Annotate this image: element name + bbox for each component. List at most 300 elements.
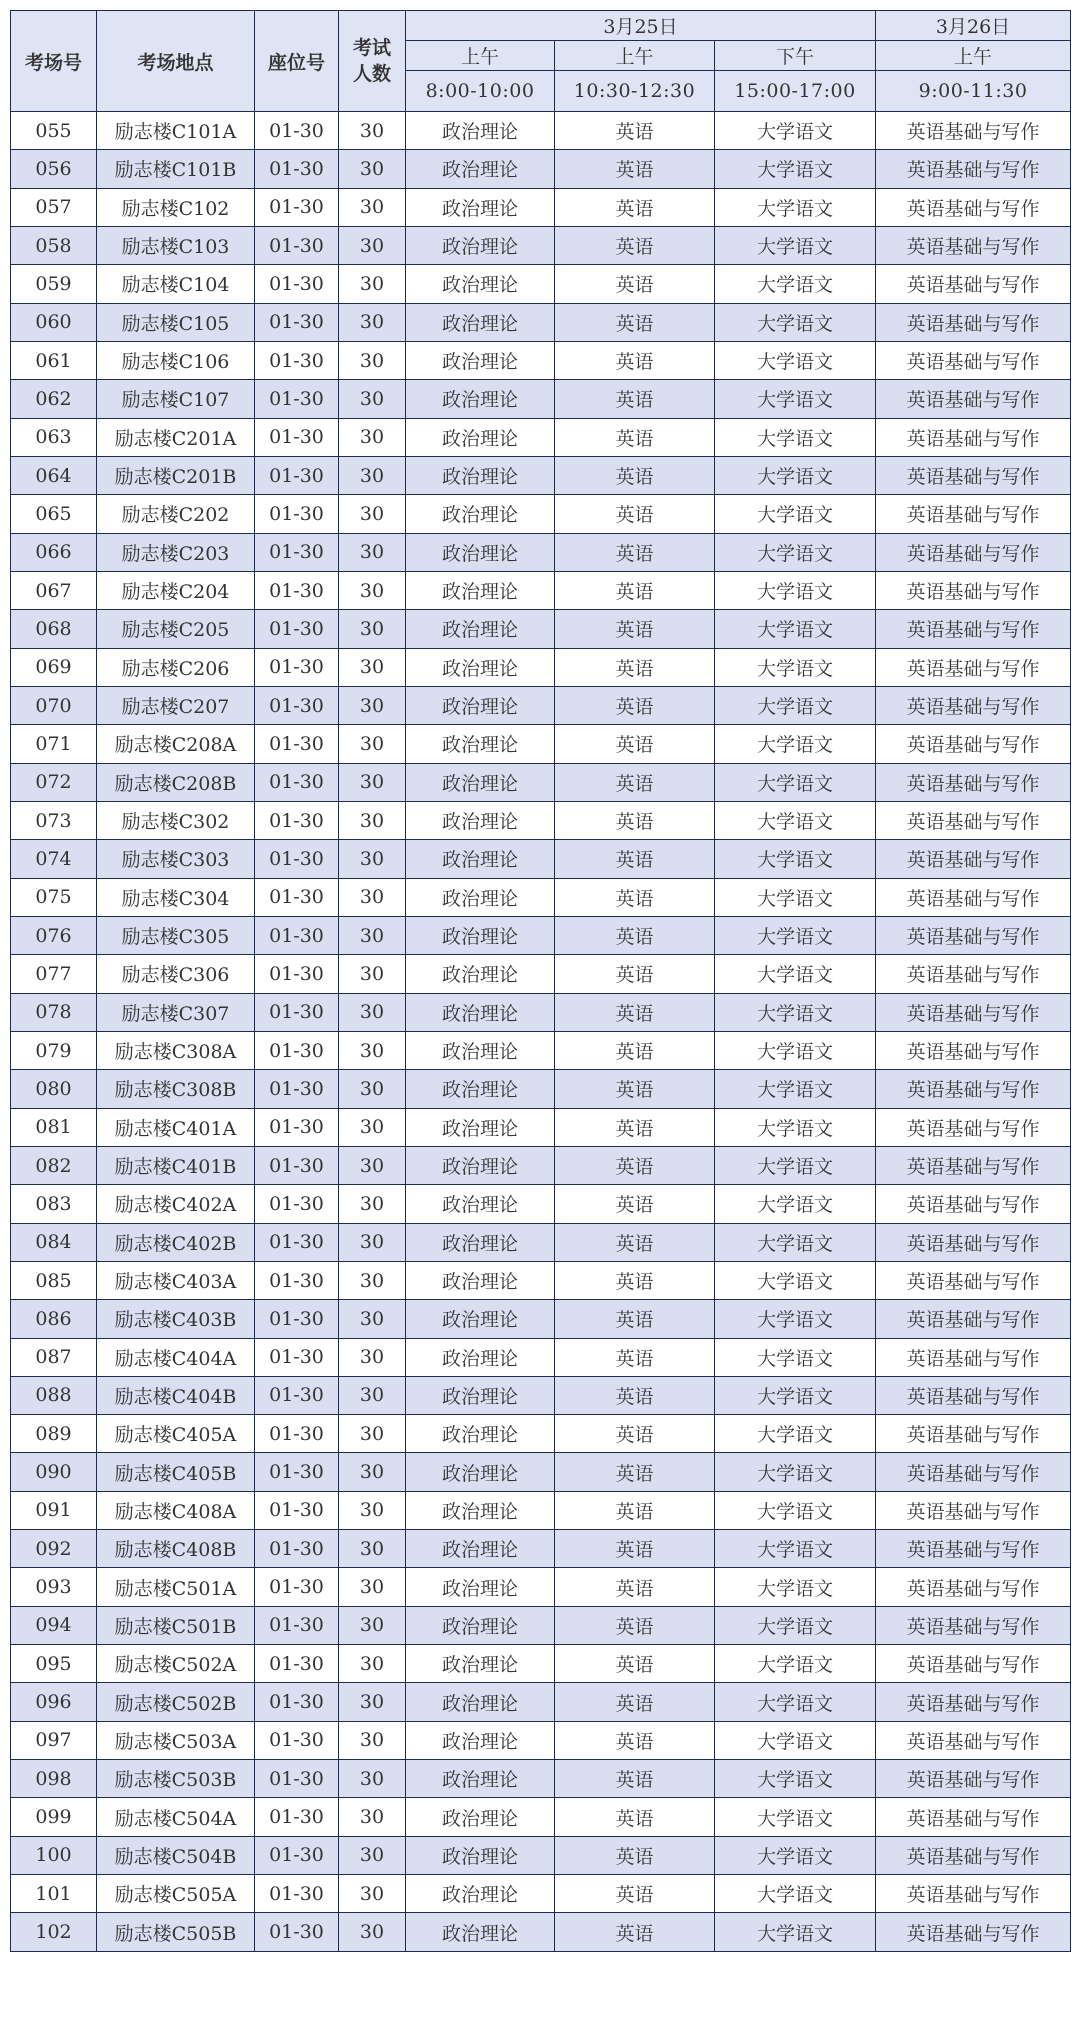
table-row	[11, 303, 1071, 341]
subject-cell-0325-pm: 大学语文	[715, 1415, 876, 1453]
seat-range-cell: 01-30	[255, 1415, 339, 1453]
subject-cell-0325-pm: 大学语文	[715, 1146, 876, 1184]
table-row	[11, 1031, 1071, 1069]
subject-cell-0325-pm: 大学语文	[715, 648, 876, 686]
seat-range-cell: 01-30	[255, 1645, 339, 1683]
subject-cell-0325-pm: 大学语文	[715, 1798, 876, 1836]
table-row	[11, 801, 1071, 839]
room-no-cell: 097	[11, 1721, 97, 1759]
seat-range-cell: 01-30	[255, 1031, 339, 1069]
subject-cell-0325-am2: 英语	[555, 418, 715, 456]
seat-range-cell: 01-30	[255, 380, 339, 418]
count-cell: 30	[339, 686, 406, 724]
table-row	[11, 1875, 1071, 1913]
subject-cell-0325-am2: 英语	[555, 801, 715, 839]
subject-cell-0325-am1: 政治理论	[406, 1721, 555, 1759]
subject-cell-0326-am: 英语基础与写作	[876, 1376, 1071, 1414]
seat-range-cell: 01-30	[255, 993, 339, 1031]
subject-cell-0325-am1: 政治理论	[406, 1606, 555, 1644]
subject-cell-0326-am: 英语基础与写作	[876, 1721, 1071, 1759]
seat-range-cell: 01-30	[255, 955, 339, 993]
subject-cell-0325-am1: 政治理论	[406, 380, 555, 418]
subject-cell-0325-am2: 英语	[555, 533, 715, 571]
subject-cell-0325-am2: 英语	[555, 1491, 715, 1529]
subject-cell-0326-am: 英语基础与写作	[876, 610, 1071, 648]
subject-cell-0325-pm: 大学语文	[715, 1568, 876, 1606]
subject-cell-0325-am1: 政治理论	[406, 1223, 555, 1261]
table-row	[11, 1721, 1071, 1759]
count-cell: 30	[339, 1070, 406, 1108]
subject-cell-0326-am: 英语基础与写作	[876, 1070, 1071, 1108]
subject-cell-0325-pm: 大学语文	[715, 226, 876, 264]
subject-cell-0326-am: 英语基础与写作	[876, 303, 1071, 341]
location-cell: 励志楼C203	[97, 533, 255, 571]
room-no-cell: 071	[11, 725, 97, 763]
table-row	[11, 1338, 1071, 1376]
subject-cell-0326-am: 英语基础与写作	[876, 725, 1071, 763]
subject-cell-0325-am2: 英语	[555, 610, 715, 648]
count-cell: 30	[339, 1606, 406, 1644]
subject-cell-0325-am1: 政治理论	[406, 1491, 555, 1529]
table-row	[11, 1300, 1071, 1338]
count-cell: 30	[339, 1300, 406, 1338]
subject-cell-0326-am: 英语基础与写作	[876, 265, 1071, 303]
seat-range-cell: 01-30	[255, 150, 339, 188]
subject-cell-0325-am1: 政治理论	[406, 801, 555, 839]
table-row	[11, 1683, 1071, 1721]
subject-cell-0325-am1: 政治理论	[406, 1108, 555, 1146]
subject-cell-0325-am1: 政治理论	[406, 840, 555, 878]
location-cell: 励志楼C403B	[97, 1300, 255, 1338]
location-cell: 励志楼C201A	[97, 418, 255, 456]
location-cell: 励志楼C202	[97, 495, 255, 533]
seat-range-cell: 01-30	[255, 1530, 339, 1568]
table-row	[11, 878, 1071, 916]
location-cell: 励志楼C107	[97, 380, 255, 418]
subject-cell-0325-am2: 英语	[555, 1261, 715, 1299]
header-date-a: 3月25日	[406, 11, 876, 41]
room-no-cell: 070	[11, 686, 97, 724]
subject-cell-0325-am2: 英语	[555, 1070, 715, 1108]
count-cell: 30	[339, 878, 406, 916]
seat-range-cell: 01-30	[255, 1185, 339, 1223]
seat-range-cell: 01-30	[255, 1913, 339, 1951]
room-no-cell: 056	[11, 150, 97, 188]
subject-cell-0325-am1: 政治理论	[406, 648, 555, 686]
location-cell: 励志楼C503A	[97, 1721, 255, 1759]
table-row	[11, 1645, 1071, 1683]
location-cell: 励志楼C503B	[97, 1760, 255, 1798]
subject-cell-0326-am: 英语基础与写作	[876, 648, 1071, 686]
location-cell: 励志楼C101A	[97, 112, 255, 150]
subject-cell-0325-am2: 英语	[555, 495, 715, 533]
table-body	[11, 112, 1071, 1952]
room-no-cell: 061	[11, 341, 97, 379]
subject-cell-0325-am2: 英语	[555, 150, 715, 188]
count-cell: 30	[339, 648, 406, 686]
count-cell: 30	[339, 955, 406, 993]
header-time-1: 8:00-10:00	[406, 71, 555, 112]
table-row	[11, 1606, 1071, 1644]
subject-cell-0325-am2: 英语	[555, 380, 715, 418]
subject-cell-0325-pm: 大学语文	[715, 1721, 876, 1759]
subject-cell-0325-pm: 大学语文	[715, 418, 876, 456]
seat-range-cell: 01-30	[255, 1760, 339, 1798]
table-row	[11, 341, 1071, 379]
location-cell: 励志楼C501B	[97, 1606, 255, 1644]
location-cell: 励志楼C405B	[97, 1453, 255, 1491]
subject-cell-0325-pm: 大学语文	[715, 150, 876, 188]
header-time-3: 15:00-17:00	[715, 71, 876, 112]
count-cell: 30	[339, 1108, 406, 1146]
location-cell: 励志楼C404A	[97, 1338, 255, 1376]
location-cell: 励志楼C308A	[97, 1031, 255, 1069]
exam-schedule-sheet	[10, 10, 1070, 1952]
table-row	[11, 533, 1071, 571]
subject-cell-0325-am2: 英语	[555, 1760, 715, 1798]
subject-cell-0325-pm: 大学语文	[715, 495, 876, 533]
seat-range-cell: 01-30	[255, 456, 339, 494]
subject-cell-0326-am: 英语基础与写作	[876, 1146, 1071, 1184]
subject-cell-0325-am2: 英语	[555, 763, 715, 801]
subject-cell-0325-pm: 大学语文	[715, 1108, 876, 1146]
subject-cell-0325-am2: 英语	[555, 955, 715, 993]
subject-cell-0326-am: 英语基础与写作	[876, 1491, 1071, 1529]
table-row	[11, 1760, 1071, 1798]
location-cell: 励志楼C408A	[97, 1491, 255, 1529]
room-no-cell: 096	[11, 1683, 97, 1721]
count-cell: 30	[339, 112, 406, 150]
seat-range-cell: 01-30	[255, 1338, 339, 1376]
count-cell: 30	[339, 150, 406, 188]
table-row	[11, 993, 1071, 1031]
seat-range-cell: 01-30	[255, 112, 339, 150]
subject-cell-0325-pm: 大学语文	[715, 763, 876, 801]
table-row	[11, 840, 1071, 878]
table-row	[11, 1146, 1071, 1184]
count-cell: 30	[339, 533, 406, 571]
subject-cell-0326-am: 英语基础与写作	[876, 878, 1071, 916]
count-cell: 30	[339, 993, 406, 1031]
seat-range-cell: 01-30	[255, 763, 339, 801]
subject-cell-0325-am1: 政治理论	[406, 610, 555, 648]
subject-cell-0325-pm: 大学语文	[715, 1223, 876, 1261]
seat-range-cell: 01-30	[255, 610, 339, 648]
location-cell: 励志楼C205	[97, 610, 255, 648]
subject-cell-0325-am1: 政治理论	[406, 226, 555, 264]
location-cell: 励志楼C103	[97, 226, 255, 264]
count-cell: 30	[339, 840, 406, 878]
table-row	[11, 1530, 1071, 1568]
subject-cell-0325-am2: 英语	[555, 1530, 715, 1568]
subject-cell-0325-am2: 英语	[555, 1606, 715, 1644]
subject-cell-0326-am: 英语基础与写作	[876, 1606, 1071, 1644]
subject-cell-0325-am2: 英语	[555, 1376, 715, 1414]
subject-cell-0326-am: 英语基础与写作	[876, 840, 1071, 878]
subject-cell-0326-am: 英语基础与写作	[876, 188, 1071, 226]
subject-cell-0325-am1: 政治理论	[406, 1875, 555, 1913]
room-no-cell: 069	[11, 648, 97, 686]
table-row	[11, 456, 1071, 494]
location-cell: 励志楼C402A	[97, 1185, 255, 1223]
room-no-cell: 089	[11, 1415, 97, 1453]
room-no-cell: 088	[11, 1376, 97, 1414]
subject-cell-0326-am: 英语基础与写作	[876, 993, 1071, 1031]
location-cell: 励志楼C206	[97, 648, 255, 686]
subject-cell-0325-am2: 英语	[555, 686, 715, 724]
table-row	[11, 1185, 1071, 1223]
subject-cell-0325-am2: 英语	[555, 1568, 715, 1606]
subject-cell-0325-am1: 政治理论	[406, 916, 555, 954]
subject-cell-0325-am1: 政治理论	[406, 418, 555, 456]
table-row	[11, 571, 1071, 609]
subject-cell-0326-am: 英语基础与写作	[876, 763, 1071, 801]
subject-cell-0325-am2: 英语	[555, 725, 715, 763]
header-date-b: 3月26日	[876, 11, 1071, 41]
subject-cell-0325-am1: 政治理论	[406, 303, 555, 341]
room-no-cell: 072	[11, 763, 97, 801]
table-row	[11, 1913, 1071, 1951]
room-no-cell: 092	[11, 1530, 97, 1568]
room-no-cell: 057	[11, 188, 97, 226]
table-row	[11, 150, 1071, 188]
table-row	[11, 112, 1071, 150]
subject-cell-0326-am: 英语基础与写作	[876, 1261, 1071, 1299]
subject-cell-0325-am2: 英语	[555, 1798, 715, 1836]
table-row	[11, 1491, 1071, 1529]
room-no-cell: 080	[11, 1070, 97, 1108]
count-cell: 30	[339, 1568, 406, 1606]
subject-cell-0325-am2: 英语	[555, 1185, 715, 1223]
subject-cell-0325-pm: 大学语文	[715, 840, 876, 878]
subject-cell-0325-am2: 英语	[555, 878, 715, 916]
location-cell: 励志楼C201B	[97, 456, 255, 494]
subject-cell-0325-pm: 大学语文	[715, 341, 876, 379]
subject-cell-0325-am1: 政治理论	[406, 1530, 555, 1568]
subject-cell-0326-am: 英语基础与写作	[876, 686, 1071, 724]
room-no-cell: 063	[11, 418, 97, 456]
table-row	[11, 725, 1071, 763]
room-no-cell: 075	[11, 878, 97, 916]
location-cell: 励志楼C408B	[97, 1530, 255, 1568]
count-cell: 30	[339, 801, 406, 839]
location-cell: 励志楼C105	[97, 303, 255, 341]
location-cell: 励志楼C106	[97, 341, 255, 379]
table-row	[11, 1453, 1071, 1491]
subject-cell-0326-am: 英语基础与写作	[876, 150, 1071, 188]
room-no-cell: 082	[11, 1146, 97, 1184]
subject-cell-0326-am: 英语基础与写作	[876, 1223, 1071, 1261]
subject-cell-0325-am2: 英语	[555, 112, 715, 150]
location-cell: 励志楼C307	[97, 993, 255, 1031]
subject-cell-0325-am2: 英语	[555, 456, 715, 494]
subject-cell-0325-am1: 政治理论	[406, 725, 555, 763]
location-cell: 励志楼C401B	[97, 1146, 255, 1184]
subject-cell-0325-pm: 大学语文	[715, 1185, 876, 1223]
count-cell: 30	[339, 1721, 406, 1759]
subject-cell-0325-pm: 大学语文	[715, 993, 876, 1031]
subject-cell-0325-pm: 大学语文	[715, 456, 876, 494]
count-cell: 30	[339, 916, 406, 954]
subject-cell-0325-pm: 大学语文	[715, 1645, 876, 1683]
subject-cell-0325-am1: 政治理论	[406, 1645, 555, 1683]
count-cell: 30	[339, 1913, 406, 1951]
subject-cell-0326-am: 英语基础与写作	[876, 1530, 1071, 1568]
subject-cell-0325-pm: 大学语文	[715, 1376, 876, 1414]
location-cell: 励志楼C402B	[97, 1223, 255, 1261]
table-row	[11, 916, 1071, 954]
subject-cell-0325-pm: 大学语文	[715, 571, 876, 609]
subject-cell-0325-am1: 政治理论	[406, 533, 555, 571]
room-no-cell: 060	[11, 303, 97, 341]
subject-cell-0325-am2: 英语	[555, 341, 715, 379]
seat-range-cell: 01-30	[255, 226, 339, 264]
subject-cell-0325-am2: 英语	[555, 1031, 715, 1069]
subject-cell-0325-am1: 政治理论	[406, 1760, 555, 1798]
count-cell: 30	[339, 763, 406, 801]
location-cell: 励志楼C404B	[97, 1376, 255, 1414]
subject-cell-0325-am2: 英语	[555, 265, 715, 303]
subject-cell-0325-am1: 政治理论	[406, 188, 555, 226]
subject-cell-0325-pm: 大学语文	[715, 1338, 876, 1376]
seat-range-cell: 01-30	[255, 1491, 339, 1529]
room-no-cell: 101	[11, 1875, 97, 1913]
subject-cell-0326-am: 英语基础与写作	[876, 916, 1071, 954]
header-count-label: 考试人数	[352, 37, 391, 85]
room-no-cell: 062	[11, 380, 97, 418]
count-cell: 30	[339, 725, 406, 763]
count-cell: 30	[339, 1261, 406, 1299]
subject-cell-0325-am1: 政治理论	[406, 686, 555, 724]
subject-cell-0325-am2: 英语	[555, 188, 715, 226]
subject-cell-0325-am2: 英语	[555, 993, 715, 1031]
subject-cell-0325-am1: 政治理论	[406, 763, 555, 801]
subject-cell-0325-pm: 大学语文	[715, 916, 876, 954]
subject-cell-0325-am2: 英语	[555, 1338, 715, 1376]
table-row	[11, 610, 1071, 648]
room-no-cell: 068	[11, 610, 97, 648]
header-session-4: 上午	[876, 41, 1071, 71]
subject-cell-0325-am1: 政治理论	[406, 1453, 555, 1491]
seat-range-cell: 01-30	[255, 1300, 339, 1338]
room-no-cell: 078	[11, 993, 97, 1031]
count-cell: 30	[339, 1530, 406, 1568]
subject-cell-0325-pm: 大学语文	[715, 1875, 876, 1913]
location-cell: 励志楼C101B	[97, 150, 255, 188]
seat-range-cell: 01-30	[255, 878, 339, 916]
count-cell: 30	[339, 1223, 406, 1261]
count-cell: 30	[339, 495, 406, 533]
table-row	[11, 1070, 1071, 1108]
seat-range-cell: 01-30	[255, 303, 339, 341]
subject-cell-0326-am: 英语基础与写作	[876, 112, 1071, 150]
subject-cell-0325-am1: 政治理论	[406, 1415, 555, 1453]
location-cell: 励志楼C305	[97, 916, 255, 954]
room-no-cell: 065	[11, 495, 97, 533]
count-cell: 30	[339, 1798, 406, 1836]
count-cell: 30	[339, 380, 406, 418]
subject-cell-0325-pm: 大学语文	[715, 1453, 876, 1491]
subject-cell-0325-am1: 政治理论	[406, 1913, 555, 1951]
subject-cell-0325-am2: 英语	[555, 1683, 715, 1721]
seat-range-cell: 01-30	[255, 188, 339, 226]
room-no-cell: 090	[11, 1453, 97, 1491]
table-row	[11, 1261, 1071, 1299]
subject-cell-0325-am2: 英语	[555, 1836, 715, 1874]
subject-cell-0325-pm: 大学语文	[715, 1913, 876, 1951]
header-session-2: 上午	[555, 41, 715, 71]
count-cell: 30	[339, 1146, 406, 1184]
seat-range-cell: 01-30	[255, 1376, 339, 1414]
subject-cell-0325-am2: 英语	[555, 1108, 715, 1146]
subject-cell-0325-pm: 大学语文	[715, 1760, 876, 1798]
room-no-cell: 059	[11, 265, 97, 303]
seat-range-cell: 01-30	[255, 648, 339, 686]
count-cell: 30	[339, 1185, 406, 1223]
subject-cell-0325-pm: 大学语文	[715, 1530, 876, 1568]
subject-cell-0325-pm: 大学语文	[715, 1031, 876, 1069]
subject-cell-0325-am2: 英语	[555, 1875, 715, 1913]
seat-range-cell: 01-30	[255, 1875, 339, 1913]
subject-cell-0325-am1: 政治理论	[406, 1568, 555, 1606]
seat-range-cell: 01-30	[255, 495, 339, 533]
subject-cell-0326-am: 英语基础与写作	[876, 1683, 1071, 1721]
room-no-cell: 066	[11, 533, 97, 571]
header-session-1: 上午	[406, 41, 555, 71]
subject-cell-0326-am: 英语基础与写作	[876, 1108, 1071, 1146]
seat-range-cell: 01-30	[255, 1453, 339, 1491]
seat-range-cell: 01-30	[255, 265, 339, 303]
seat-range-cell: 01-30	[255, 725, 339, 763]
count-cell: 30	[339, 226, 406, 264]
subject-cell-0325-am2: 英语	[555, 840, 715, 878]
room-no-cell: 064	[11, 456, 97, 494]
count-cell: 30	[339, 1836, 406, 1874]
room-no-cell: 077	[11, 955, 97, 993]
subject-cell-0326-am: 英语基础与写作	[876, 1300, 1071, 1338]
subject-cell-0326-am: 英语基础与写作	[876, 1836, 1071, 1874]
count-cell: 30	[339, 1415, 406, 1453]
subject-cell-0326-am: 英语基础与写作	[876, 533, 1071, 571]
location-cell: 励志楼C104	[97, 265, 255, 303]
room-no-cell: 079	[11, 1031, 97, 1069]
seat-range-cell: 01-30	[255, 418, 339, 456]
subject-cell-0325-am1: 政治理论	[406, 1338, 555, 1376]
table-row	[11, 380, 1071, 418]
subject-cell-0326-am: 英语基础与写作	[876, 418, 1071, 456]
location-cell: 励志楼C505B	[97, 1913, 255, 1951]
count-cell: 30	[339, 610, 406, 648]
seat-range-cell: 01-30	[255, 1721, 339, 1759]
subject-cell-0326-am: 英语基础与写作	[876, 955, 1071, 993]
subject-cell-0325-am1: 政治理论	[406, 150, 555, 188]
subject-cell-0325-pm: 大学语文	[715, 303, 876, 341]
room-no-cell: 058	[11, 226, 97, 264]
subject-cell-0325-am1: 政治理论	[406, 1683, 555, 1721]
subject-cell-0325-am2: 英语	[555, 1721, 715, 1759]
room-no-cell: 099	[11, 1798, 97, 1836]
seat-range-cell: 01-30	[255, 916, 339, 954]
table-row	[11, 1798, 1071, 1836]
subject-cell-0325-pm: 大学语文	[715, 112, 876, 150]
location-cell: 励志楼C504A	[97, 1798, 255, 1836]
seat-range-cell: 01-30	[255, 840, 339, 878]
location-cell: 励志楼C302	[97, 801, 255, 839]
table-row	[11, 648, 1071, 686]
subject-cell-0325-am1: 政治理论	[406, 993, 555, 1031]
subject-cell-0325-am2: 英语	[555, 648, 715, 686]
room-no-cell: 100	[11, 1836, 97, 1874]
